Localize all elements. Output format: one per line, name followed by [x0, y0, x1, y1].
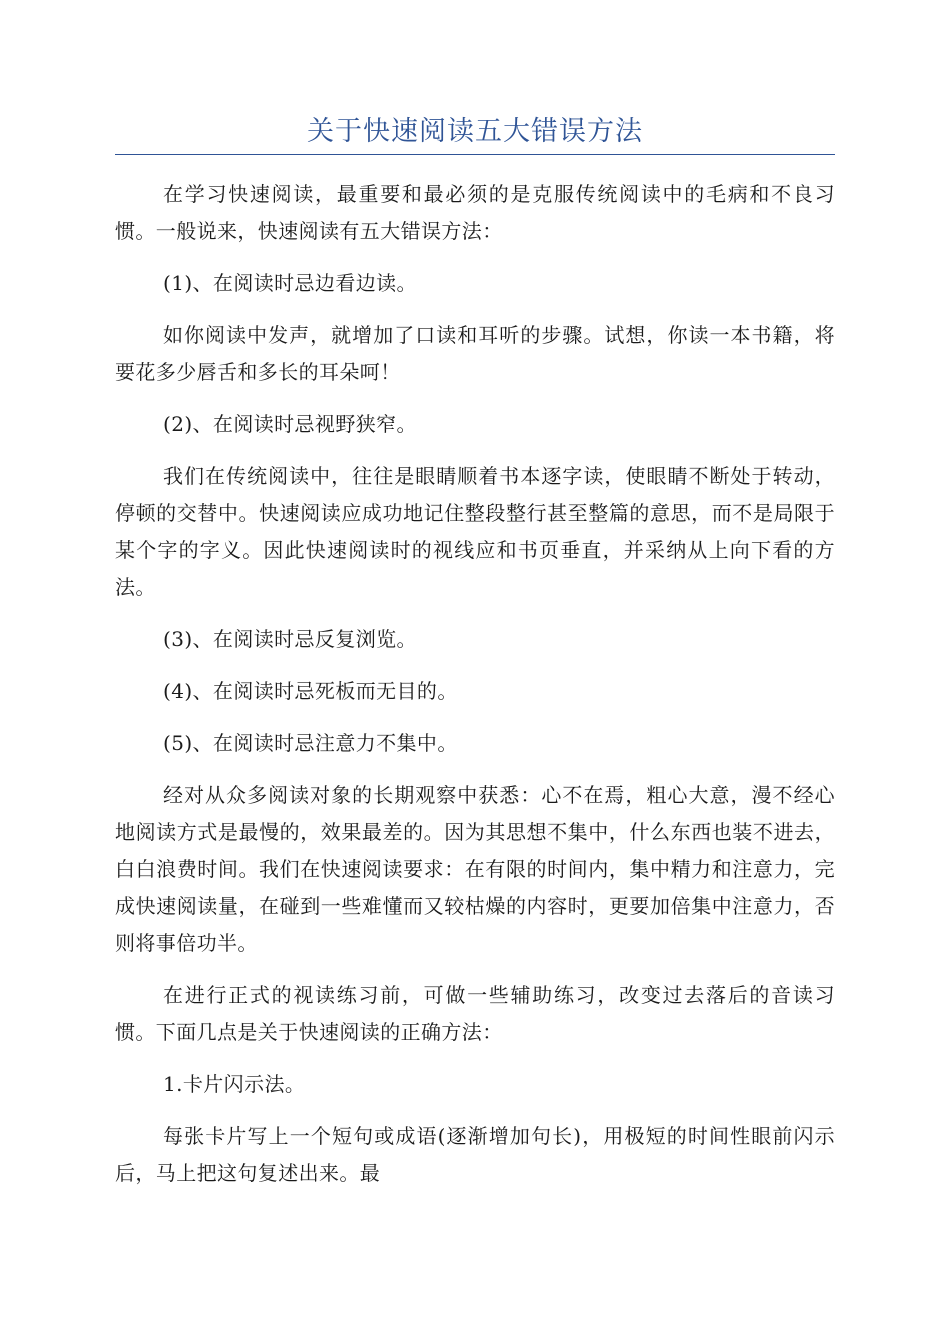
paragraph-method-1-body: 每张卡片写上一个短句或成语(逐渐增加句长)，用极短的时间性眼前闪示后，马上把这句复述出来。最 — [115, 1124, 835, 1185]
paragraph-item-1-body: 如你阅读中发声，就增加了口读和耳听的步骤。试想，你读一本书籍，将要花多少唇舌和多长的耳朵呵！ — [115, 323, 835, 384]
document-body — [115, 176, 835, 1207]
paragraph-method-1-heading: 1.卡片闪示法。 — [163, 1072, 306, 1096]
paragraph-observation: 经对从众多阅读对象的长期观察中获悉：心不在焉，粗心大意，漫不经心地阅读方式是最慢的，效果最差的。因为其思想不集中，什么东西也装不进去，白白浪费时间。我们在快速阅读要求：在有限的时间内，集中精力和注意力，完成快速阅读量，在碰到一些难懂而又较枯燥的内容时，更要加倍集中注意力，否则将事倍功半。 — [115, 783, 835, 955]
paragraph-item-1-heading: (1)、在阅读时忌边看边读。 — [163, 271, 417, 295]
paragraph-item-2-heading: (2)、在阅读时忌视野狭窄。 — [163, 412, 417, 436]
title-underline — [115, 154, 835, 155]
paragraph-item-5-heading: (5)、在阅读时忌注意力不集中。 — [163, 731, 458, 755]
paragraph-item-3-heading: (3)、在阅读时忌反复浏览。 — [163, 627, 417, 651]
paragraph-item-4-heading: (4)、在阅读时忌死板而无目的。 — [163, 679, 458, 703]
paragraph-item-2-body: 我们在传统阅读中，往往是眼睛顺着书本逐字读，使眼睛不断处于转动，停顿的交替中。快速阅读应成功地记住整段整行甚至整篇的意思，而不是局限于某个字的字义。因此快速阅读时的视线应和书页垂直，并采纳从上向下看的方法。 — [115, 464, 835, 599]
document-title: 关于快速阅读五大错误方法 — [307, 116, 643, 147]
paragraph-intro: 在学习快速阅读，最重要和最必须的是克服传统阅读中的毛病和不良习惯。一般说来，快速阅读有五大错误方法： — [115, 182, 835, 243]
paragraph-correct-methods-intro: 在进行正式的视读练习前，可做一些辅助练习，改变过去落后的音读习惯。下面几点是关于快速阅读的正确方法： — [115, 983, 835, 1044]
